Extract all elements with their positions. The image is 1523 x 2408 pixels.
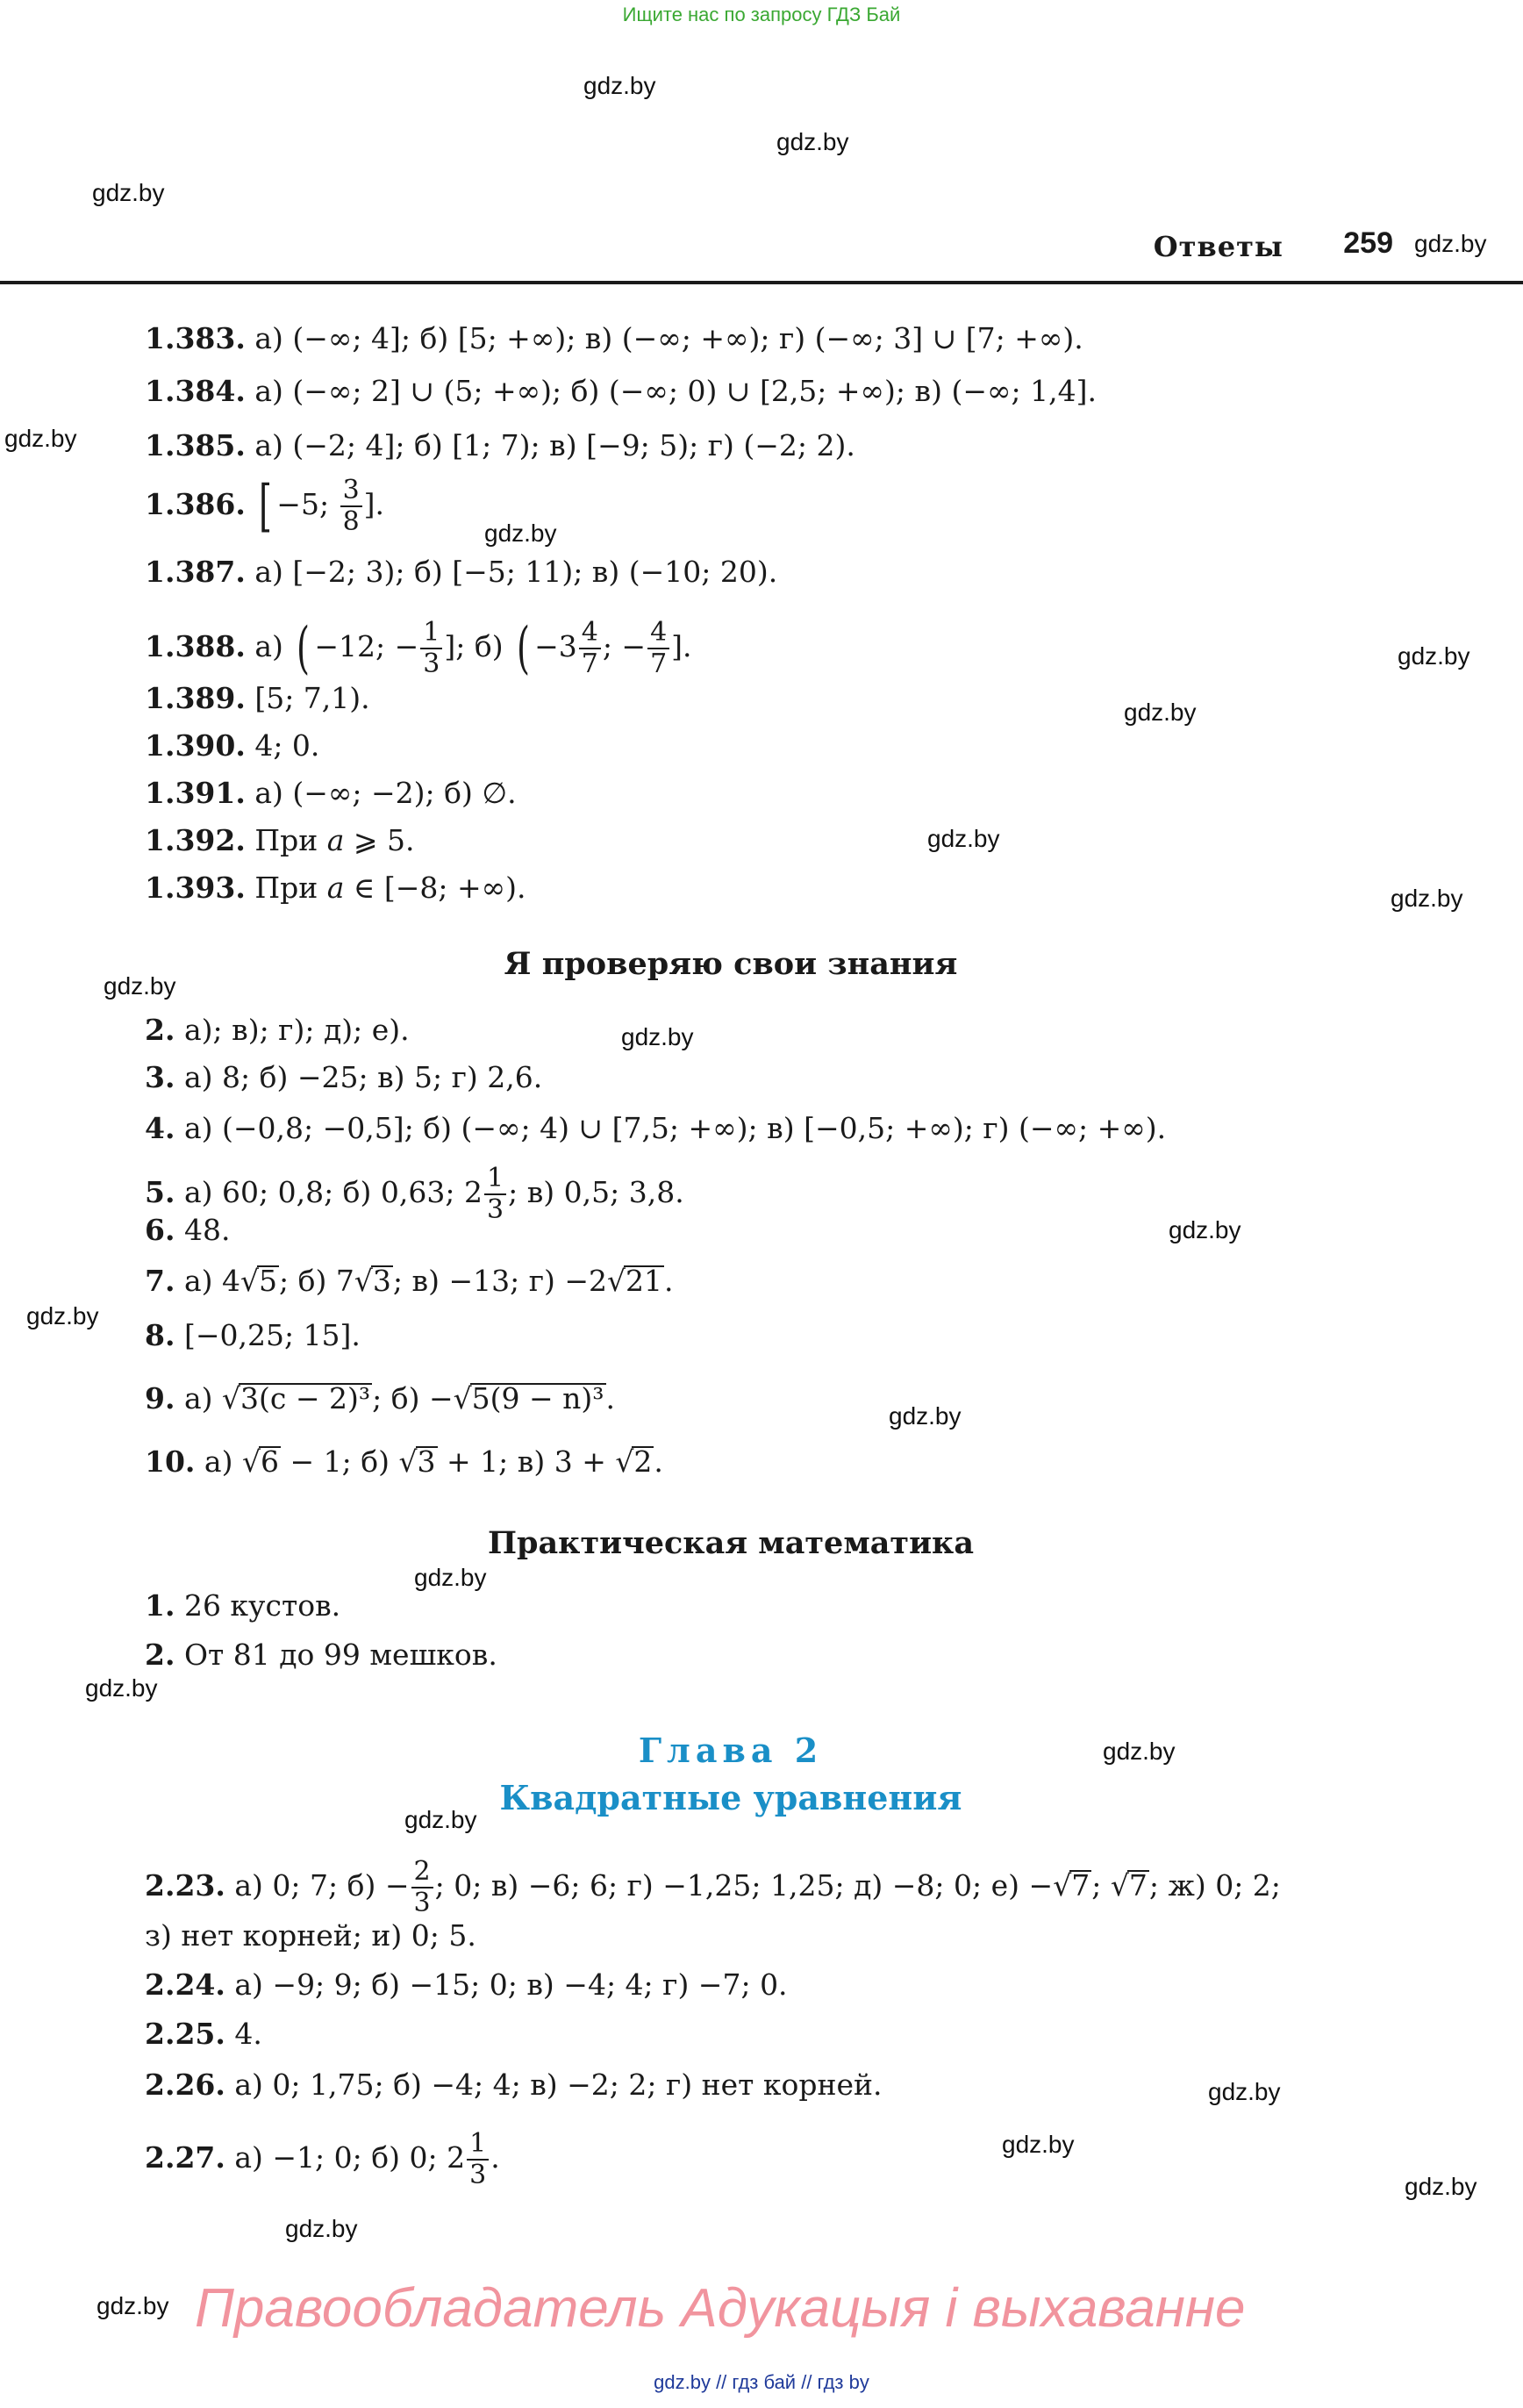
answer-2-24: 2.24. а) −9; 9; б) −15; 0; в) −4; 4; г) −7; 0. — [145, 1967, 788, 2002]
watermark: gdz.by — [4, 425, 77, 452]
watermark: gdz.by — [1405, 2173, 1477, 2200]
watermark: gdz.by — [285, 2215, 358, 2242]
watermark: gdz.by — [1414, 230, 1487, 257]
answer-1-388: 1.388. а) ( −12; − $\frac{1}{3}$ ]; б) ( −3 $\frac{4}{7}$ ; − $\frac{4}{7}$ ]. — [145, 616, 692, 681]
answer-1-390: 1.390. 4; 0. — [145, 728, 320, 763]
check-answer-8: 8. [−0,25; 15]. — [145, 1318, 361, 1352]
watermark: gdz.by — [776, 128, 849, 155]
page-number: 259 — [1343, 226, 1393, 260]
answer-1-393: 1.393. При a ∈ [−8; +∞). — [145, 871, 526, 905]
top-banner: Ищите нас по запросу ГДЗ Бай — [622, 4, 901, 25]
check-answer-4: 4. а) (−0,8; −0,5]; б) (−∞; 4) ∪ [7,5; +∞); в) [−0,5; +∞); г) (−∞; +∞). — [145, 1111, 1167, 1145]
watermark: gdz.by — [583, 72, 656, 99]
check-answer-2: 2. а); в); г); д); е). — [145, 1013, 410, 1047]
copyright-owner: Правообладатель Адукацыя і выхаванне — [195, 2278, 1246, 2339]
watermark: gdz.by — [621, 1023, 694, 1050]
header-rule — [0, 281, 1523, 284]
watermark: gdz.by — [404, 1806, 477, 1833]
answer-1-392: 1.392. При a ⩾ 5. — [145, 823, 415, 857]
watermark: gdz.by — [414, 1564, 487, 1591]
watermark: gdz.by — [889, 1402, 962, 1430]
answer-1-387: 1.387. а) [−2; 3); б) [−5; 11); в) (−10; 20). — [145, 555, 778, 589]
watermark: gdz.by — [1103, 1738, 1176, 1765]
check-answer-9: 9. а) √3(c − 2)³; б) −√5(9 − n)³. — [145, 1381, 616, 1415]
watermark: gdz.by — [927, 825, 1000, 852]
answer-1-391: 1.391. а) (−∞; −2); б) ∅. — [145, 776, 517, 810]
watermark: gdz.by — [97, 2292, 169, 2319]
watermark: gdz.by — [26, 1302, 99, 1329]
watermark: gdz.by — [1391, 885, 1463, 912]
section-title-check: Я проверяю свои знания — [504, 946, 958, 982]
practical-answer-2: 2. От 81 до 99 мешков. — [145, 1638, 497, 1672]
section-title-practical: Практическая математика — [487, 1525, 975, 1561]
answer-1-383: 1.383. а) (−∞; 4]; б) [5; +∞); в) (−∞; +∞); г) (−∞; 3] ∪ [7; +∞). — [145, 321, 1083, 355]
answer-1-384: 1.384. а) (−∞; 2] ∪ (5; +∞); б) (−∞; 0) ∪ [2,5; +∞); в) (−∞; 1,4]. — [145, 374, 1097, 408]
watermark: gdz.by — [1169, 1216, 1241, 1243]
watermark: gdz.by — [1208, 2078, 1281, 2105]
chapter-title: Квадратные уравнения — [499, 1778, 962, 1817]
answer-2-27: 2.27. а) −1; 0; б) 0; 2 $\frac{1}{3}$ . — [145, 2128, 500, 2190]
answer-2-25: 2.25. 4. — [145, 2017, 262, 2051]
check-answer-3: 3. а) 8; б) −25; в) 5; г) 2,6. — [145, 1060, 543, 1094]
answer-1-386: 1.386. [ −5; $\frac{3}{8}$ ]. — [145, 474, 385, 539]
check-answer-10: 10. а) √6 − 1; б) √3 + 1; в) 3 + √2. — [145, 1444, 663, 1479]
watermark: gdz.by — [1124, 699, 1197, 726]
answer-2-23: 2.23. а) 0; 7; б) − $\frac{2}{3}$ ; 0; в) −6; 6; г) −1,25; 1,25; д) −8; 0; е) −√7; √7; ж) 0; 2; — [145, 1856, 1281, 1918]
answer-2-26: 2.26. а) 0; 1,75; б) −4; 4; в) −2; 2; г) нет корней. — [145, 2068, 883, 2102]
practical-answer-1: 1. 26 кустов. — [145, 1588, 341, 1623]
watermark: gdz.by — [484, 520, 557, 547]
chapter-label: Глава 2 — [638, 1731, 824, 1770]
footer-links[interactable]: gdz.by // гдз бай // гдз by — [654, 2371, 869, 2393]
answer-1-389: 1.389. [5; 7,1). — [145, 681, 370, 715]
answer-2-23-continued: з) нет корней; и) 0; 5. — [145, 1918, 476, 1953]
watermark: gdz.by — [1002, 2131, 1075, 2158]
watermark: gdz.by — [85, 1674, 158, 1702]
check-answer-5: 5. а) 60; 0,8; б) 0,63; 2 $\frac{1}{3}$ ; в) 0,5; 3,8. — [145, 1163, 684, 1225]
answer-1-385: 1.385. а) (−2; 4]; б) [1; 7); в) [−9; 5); г) (−2; 2). — [145, 428, 855, 462]
running-title: Ответы — [1153, 230, 1283, 263]
check-answer-6: 6. 48. — [145, 1213, 231, 1247]
watermark: gdz.by — [104, 972, 176, 1000]
check-answer-7: 7. а) 4√5; б) 7√3; в) −13; г) −2√21. — [145, 1264, 674, 1298]
watermark: gdz.by — [1398, 642, 1470, 670]
watermark: gdz.by — [92, 179, 165, 206]
